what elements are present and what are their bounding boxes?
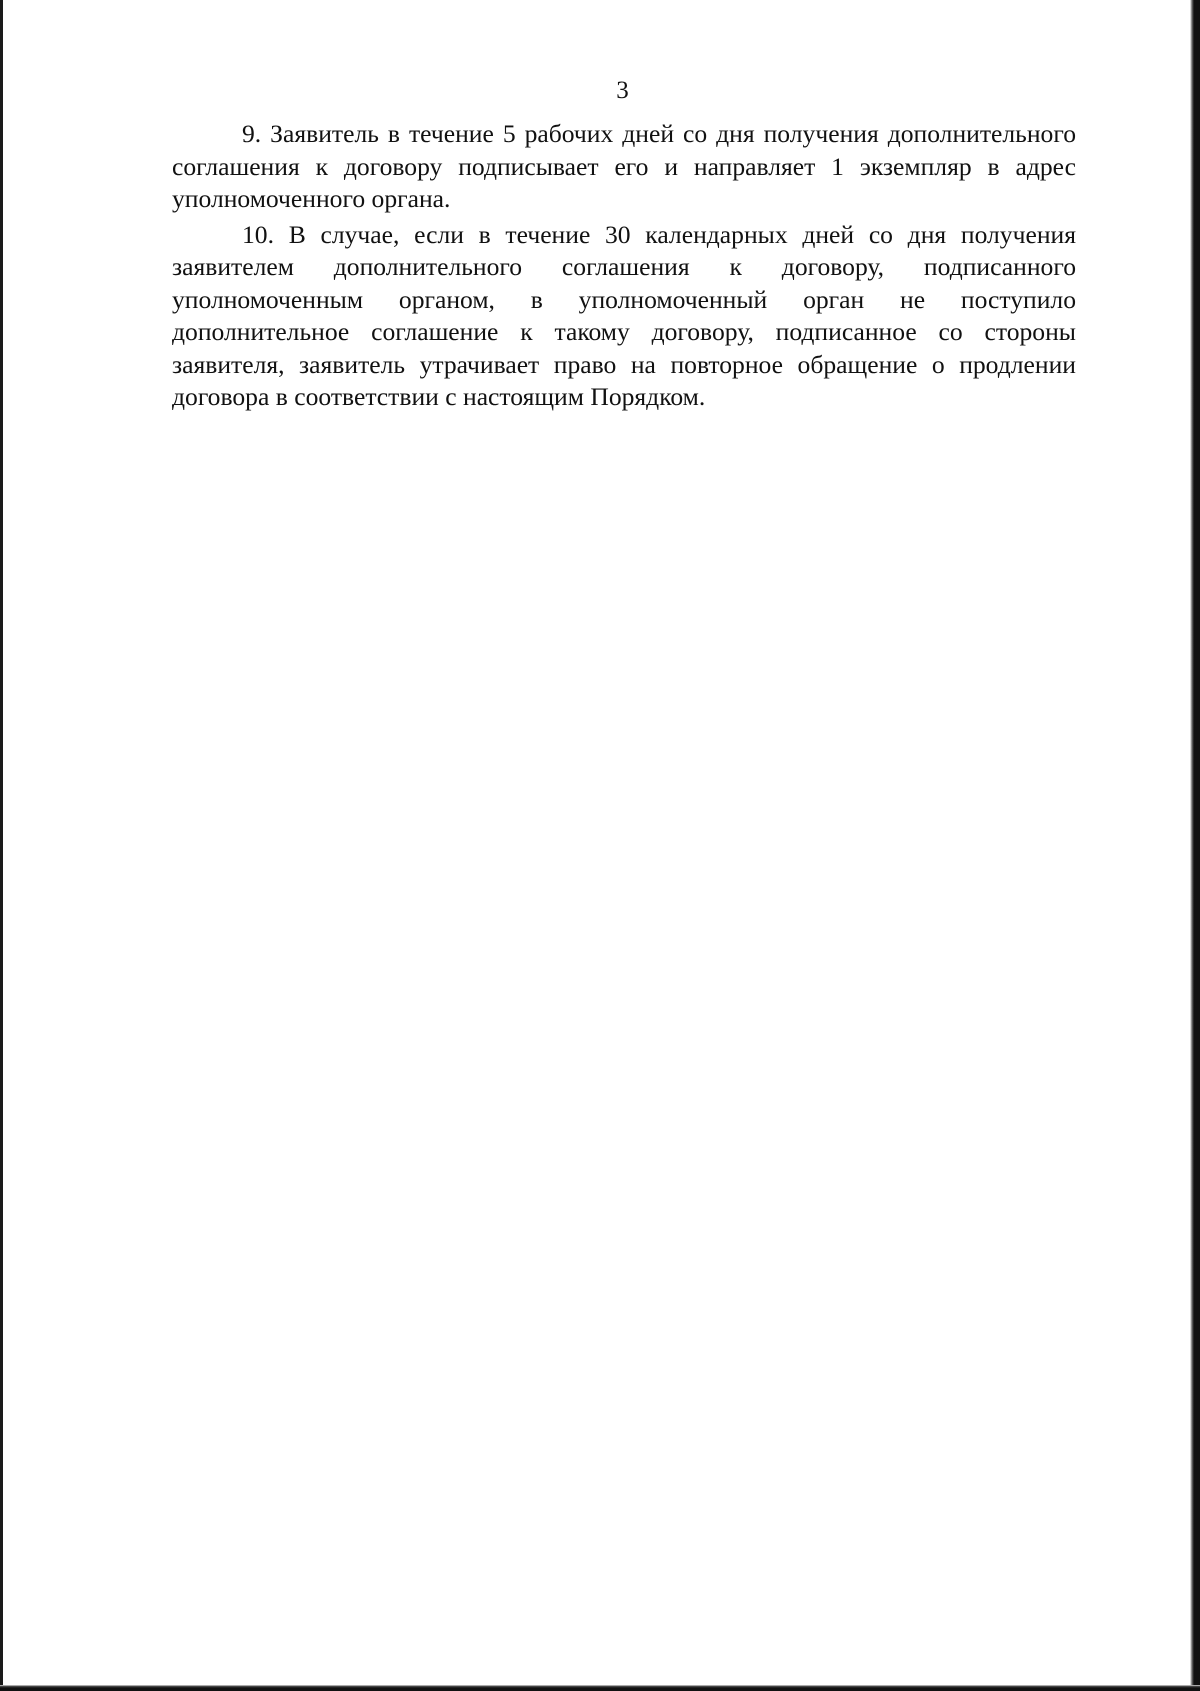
document-body xyxy=(172,118,1076,417)
page-number: 3 xyxy=(616,77,629,104)
scan-edge-right xyxy=(1190,0,1200,1691)
paragraph-10: 10. В случае, если в течение 30 календарных дней со дня получения заявителем дополнительного соглашения к договору, подписанного уполномоченным органом, в уполномоченный орган не поступило дополнительное соглашение к такому договору, подписанное со стороны заявителя, заявитель утрачивает право на повторное обращение о продлении договора в соответствии с настоящим Порядком. xyxy=(172,219,1076,411)
scan-edge-left xyxy=(0,0,3,1691)
scan-edge-bottom xyxy=(0,1685,1200,1691)
paragraph-9: 9. Заявитель в течение 5 рабочих дней со дня получения дополнительного соглашения к договору подписывает его и направляет 1 экземпляр в адрес уполномоченного органа. xyxy=(172,119,1076,213)
